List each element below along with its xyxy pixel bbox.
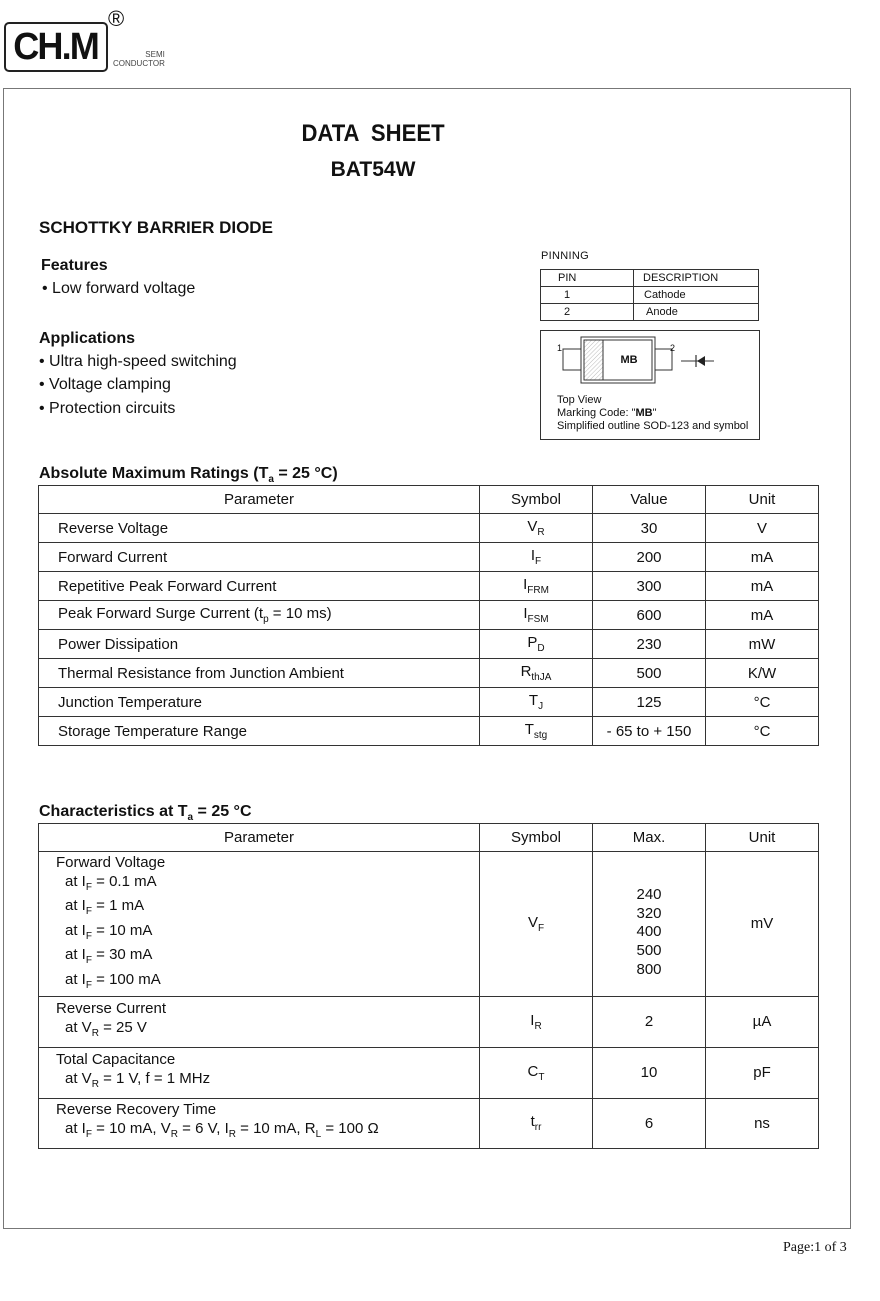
pin-description: Anode	[634, 304, 759, 321]
symbol-cell	[480, 630, 593, 659]
cond-text: at V	[65, 1069, 92, 1087]
char-title-end: = 25 °C	[193, 803, 252, 820]
description-header: DESCRIPTION	[634, 270, 759, 287]
cond-sub: F	[85, 1129, 92, 1141]
symbol-main: P	[527, 634, 538, 651]
col-header-max: Max.	[593, 824, 706, 852]
pin-header: PIN	[541, 270, 634, 287]
value-cell: 500	[593, 659, 706, 688]
col-header-parameter: Parameter	[39, 824, 480, 852]
symbol-cell	[480, 688, 593, 717]
table-row	[39, 514, 819, 543]
recovery-condition	[56, 1120, 479, 1145]
caption-top-view: Top View	[557, 394, 602, 406]
value-cell: 200	[593, 543, 706, 572]
col-header-parameter: Parameter	[39, 486, 480, 514]
unit-cell: mA	[706, 601, 819, 630]
table-row-recovery-time	[39, 1098, 819, 1148]
marking-code-label: MB	[620, 354, 638, 366]
cond-text: = 100 mA	[91, 970, 161, 988]
col-header-symbol: Symbol	[480, 486, 593, 514]
symbol-sub: R	[537, 527, 545, 538]
symbol-main: V	[527, 913, 538, 931]
cond-text: = 1 mA	[91, 897, 145, 915]
cond-sub: R	[91, 1027, 99, 1039]
forward-voltage-value: 400	[636, 923, 662, 941]
cond-sub: R	[91, 1078, 99, 1090]
forward-voltage-param	[39, 852, 480, 997]
param-text: Storage Temperature Range	[58, 722, 248, 740]
value-cell: 230	[593, 630, 706, 659]
company-logo	[4, 22, 108, 72]
cond-sub: F	[85, 906, 92, 918]
cond-sub: F	[85, 979, 92, 991]
company-subtitle	[113, 50, 165, 68]
application-item: • Ultra high-speed switching	[39, 353, 237, 370]
forward-voltage-condition	[56, 971, 479, 996]
pin1-label: 1	[557, 343, 563, 353]
reverse-current-value: 2	[593, 996, 706, 1047]
forward-voltage-value: 500	[636, 942, 662, 960]
param-text: Reverse Voltage	[58, 519, 169, 537]
param-sub: p	[263, 614, 269, 625]
abs-max-table	[38, 485, 819, 746]
cond-text: = 1 V, f = 1 MHz	[98, 1069, 211, 1087]
table-row	[39, 659, 819, 688]
forward-voltage-value: 800	[636, 960, 662, 978]
param-text: Peak Forward Surge Current (t	[58, 605, 264, 622]
device-type-heading: SCHOTTKY BARRIER DIODE	[39, 218, 273, 237]
param-cell	[39, 514, 480, 543]
symbol-sub: T	[538, 1071, 545, 1083]
symbol-main: I	[530, 1011, 535, 1029]
recovery-symbol	[480, 1098, 593, 1148]
application-item: • Voltage clamping	[39, 376, 171, 393]
reverse-current-param	[39, 996, 480, 1047]
table-row	[39, 688, 819, 717]
param-cell	[39, 659, 480, 688]
part-number-title: BAT54W	[330, 158, 416, 181]
cond-text: at I	[65, 946, 86, 964]
cond-text: = 25 V	[98, 1018, 147, 1036]
forward-voltage-value: 240	[636, 886, 662, 904]
param-cell	[39, 543, 480, 572]
forward-voltage-condition	[56, 873, 479, 898]
features-heading: Features	[41, 257, 108, 274]
pinning-row	[541, 287, 759, 304]
doc-type-title: DATA SHEET	[301, 120, 445, 147]
symbol-cell	[480, 572, 593, 601]
symbol-sub: thJA	[531, 672, 552, 683]
table-row	[39, 630, 819, 659]
registered-mark: ®	[108, 6, 125, 31]
param-text: Repetitive Peak Forward Current	[58, 577, 277, 595]
reverse-current-label: Reverse Current	[56, 999, 167, 1017]
param-cell	[39, 717, 480, 746]
cond-text: at I	[65, 872, 86, 890]
symbol-cell	[480, 543, 593, 572]
forward-voltage-symbol	[480, 852, 593, 997]
cond-sub: R	[170, 1129, 178, 1141]
table-row	[39, 717, 819, 746]
symbol-main: I	[530, 547, 536, 564]
table-row	[39, 543, 819, 572]
cond-sub: F	[85, 955, 92, 967]
company-sub-conductor: CONDUCTOR	[113, 59, 165, 68]
symbol-sub: rr	[534, 1122, 542, 1134]
unit-cell: K/W	[706, 659, 819, 688]
symbol-cell	[480, 659, 593, 688]
value-cell: 600	[593, 601, 706, 630]
symbol-sub: R	[534, 1020, 542, 1032]
cond-text: at I	[65, 970, 86, 988]
cond-text: = 100 Ω	[321, 1120, 379, 1138]
forward-voltage-values	[593, 852, 706, 997]
abs-max-title-text: Absolute Maximum Ratings (T	[39, 465, 269, 482]
unit-cell: mA	[706, 543, 819, 572]
cond-text: at I	[65, 897, 86, 915]
package-diagram	[540, 330, 760, 440]
caption-marking	[557, 407, 748, 420]
forward-voltage-label: Forward Voltage	[56, 854, 166, 871]
symbol-main: T	[524, 721, 534, 738]
forward-voltage-conditions	[56, 873, 479, 996]
symbol-cell	[480, 514, 593, 543]
abs-max-title-sub: a	[268, 474, 274, 486]
unit-cell: °C	[706, 688, 819, 717]
cond-sub: L	[315, 1129, 322, 1141]
forward-voltage-condition	[56, 946, 479, 971]
param-cell	[39, 630, 480, 659]
pinning-table	[540, 269, 759, 321]
unit-cell: mA	[706, 572, 819, 601]
symbol-cell	[480, 717, 593, 746]
table-row-capacitance	[39, 1047, 819, 1098]
forward-voltage-condition	[56, 897, 479, 922]
abs-max-header-row	[39, 486, 819, 514]
param-cell	[39, 572, 480, 601]
recovery-param	[39, 1098, 480, 1148]
recovery-value: 6	[593, 1098, 706, 1148]
value-cell: 125	[593, 688, 706, 717]
pinning-header-row	[541, 270, 759, 287]
pin-description: Cathode	[634, 287, 759, 304]
recovery-unit: ns	[706, 1098, 819, 1148]
capacitance-symbol	[480, 1047, 593, 1098]
reverse-current-unit: µA	[706, 996, 819, 1047]
logo-text: CH.M	[13, 25, 99, 68]
reverse-current-symbol	[480, 996, 593, 1047]
characteristics-title	[39, 803, 252, 823]
symbol-main: V	[527, 518, 538, 535]
cond-text: = 0.1 mA	[91, 872, 157, 890]
package-caption	[557, 394, 748, 433]
cond-text: at I	[65, 921, 86, 939]
cond-sub: F	[85, 930, 92, 942]
value-cell: - 65 to + 150	[593, 717, 706, 746]
abs-max-title-end: = 25 °C)	[273, 465, 338, 482]
capacitance-condition	[56, 1070, 479, 1095]
param-text: Forward Current	[58, 548, 168, 566]
symbol-main: R	[520, 663, 532, 680]
col-header-unit: Unit	[706, 486, 819, 514]
symbol-sub: F	[537, 922, 545, 934]
table-row	[39, 572, 819, 601]
param-cell	[39, 601, 480, 630]
col-header-symbol: Symbol	[480, 824, 593, 852]
cond-text: = 10 mA, R	[235, 1120, 316, 1138]
forward-voltage-condition	[56, 922, 479, 947]
cond-text: at I	[65, 1120, 86, 1138]
pin-number: 1	[541, 287, 634, 304]
recovery-label: Reverse Recovery Time	[56, 1101, 217, 1119]
symbol-sub: stg	[533, 730, 548, 741]
table-row-forward-voltage	[39, 852, 819, 997]
feature-item: • Low forward voltage	[42, 280, 196, 297]
reverse-current-condition	[56, 1019, 479, 1044]
unit-cell: °C	[706, 717, 819, 746]
symbol-main: T	[528, 692, 539, 709]
caption-outline: Simplified outline SOD-123 and symbol	[557, 420, 749, 432]
col-header-value: Value	[593, 486, 706, 514]
symbol-main: I	[523, 605, 528, 622]
char-title-sub: a	[187, 812, 194, 824]
symbol-sub: J	[538, 701, 544, 712]
param-text: Thermal Resistance from Junction Ambient	[58, 664, 344, 682]
abs-max-title	[39, 465, 338, 485]
caption-marking-code: MB	[635, 407, 653, 419]
application-item: • Protection circuits	[39, 400, 176, 417]
param-cell	[39, 688, 480, 717]
cond-text: = 30 mA	[91, 946, 153, 964]
forward-voltage-value: 320	[636, 904, 662, 922]
pin2-label: 2	[670, 343, 676, 353]
caption-marking-suffix: "	[652, 407, 657, 419]
value-cell: 300	[593, 572, 706, 601]
symbol-sub: F	[535, 556, 542, 567]
pin-number: 2	[541, 304, 634, 321]
param-text-end: = 10 ms)	[268, 605, 332, 622]
cond-sub: F	[85, 881, 92, 893]
abs-max-body	[39, 514, 819, 746]
symbol-main: C	[527, 1062, 539, 1080]
unit-cell: V	[706, 514, 819, 543]
page-number: Page:1 of 3	[783, 1240, 847, 1255]
cond-text: = 10 mA, V	[91, 1120, 171, 1138]
pinning-row	[541, 304, 759, 321]
symbol-main: t	[530, 1113, 535, 1131]
cond-text: = 6 V, I	[178, 1120, 229, 1138]
applications-heading: Applications	[39, 330, 136, 347]
capacitance-label: Total Capacitance	[56, 1050, 176, 1068]
capacitance-unit: pF	[706, 1047, 819, 1098]
value-cell: 30	[593, 514, 706, 543]
param-text: Power Dissipation	[58, 635, 179, 653]
table-row	[39, 601, 819, 630]
char-title-text: Characteristics at T	[39, 803, 188, 820]
table-row-reverse-current	[39, 996, 819, 1047]
characteristics-table	[38, 823, 819, 1149]
pinning-label: PINNING	[541, 250, 589, 259]
cond-text: at V	[65, 1018, 92, 1036]
symbol-sub: FSM	[527, 614, 549, 625]
char-header-row	[39, 824, 819, 852]
symbol-sub: D	[537, 643, 545, 654]
unit-cell: mW	[706, 630, 819, 659]
capacitance-param	[39, 1047, 480, 1098]
forward-voltage-unit: mV	[706, 852, 819, 997]
caption-marking-prefix: Marking Code: "	[557, 407, 636, 419]
cond-sub: R	[228, 1129, 236, 1141]
capacitance-value: 10	[593, 1047, 706, 1098]
symbol-main: I	[523, 576, 528, 593]
cond-text: = 10 mA	[91, 921, 153, 939]
symbol-cell	[480, 601, 593, 630]
symbol-sub: FRM	[527, 585, 549, 596]
company-sub-semi: SEMI	[145, 50, 165, 59]
param-text: Junction Temperature	[58, 693, 202, 711]
col-header-unit: Unit	[706, 824, 819, 852]
